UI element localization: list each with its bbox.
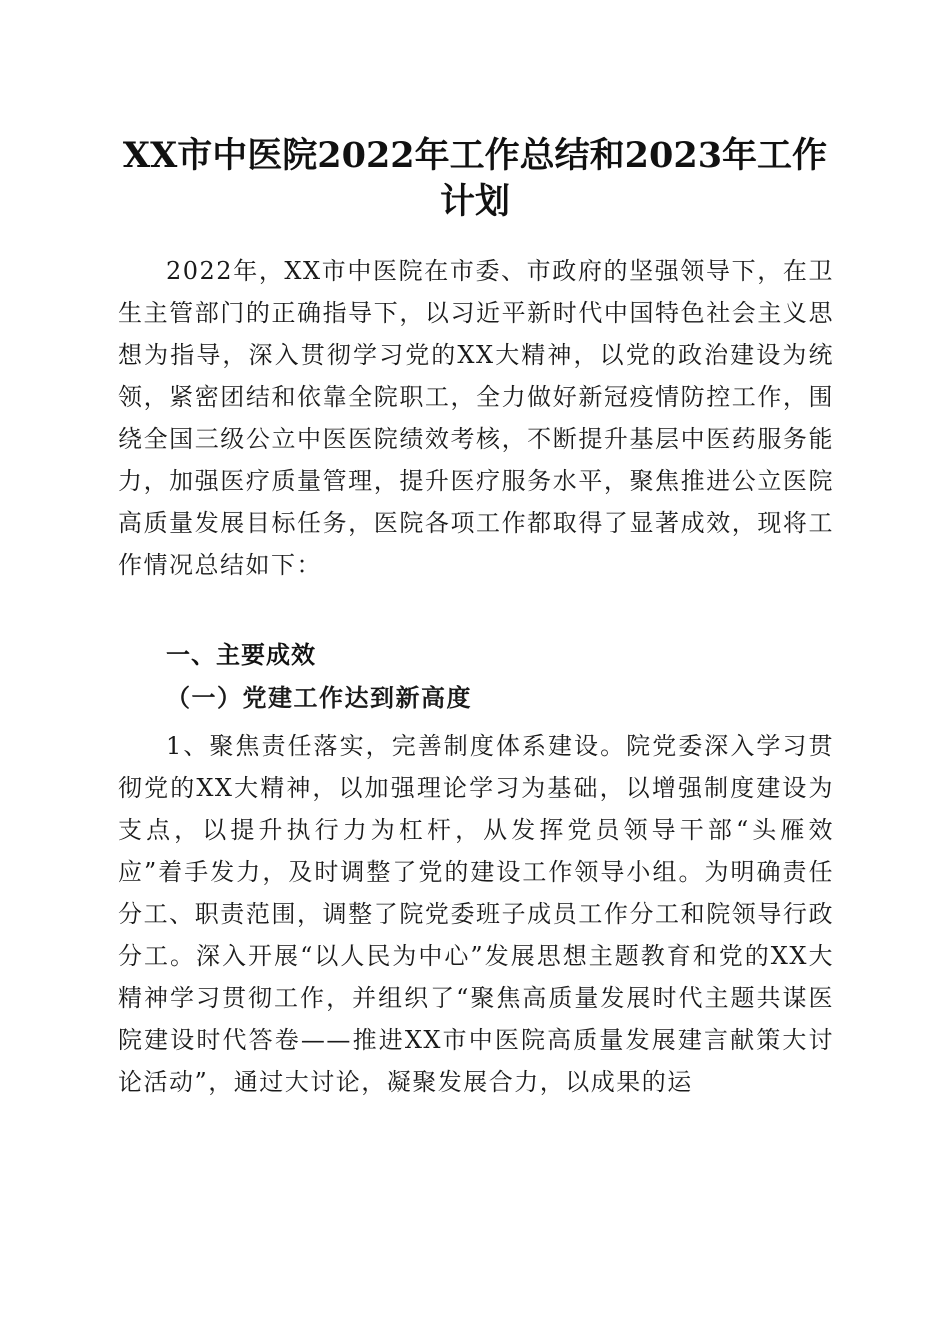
paragraph-block-1 xyxy=(118,725,834,1103)
document-title: XX市中医院2022年工作总结和2023年工作计划 xyxy=(122,135,828,222)
subsection-heading: （一）党建工作达到新高度 xyxy=(166,683,472,712)
section-heading: 一、主要成效 xyxy=(166,641,316,669)
intro-paragraph-block xyxy=(118,250,834,586)
paragraph-1: 1、聚焦责任落实，完善制度体系建设。院党委深入学习贯彻党的XX大精神，以加强理论学习为基础，以增强制度建设为支点，以提升执行力为杠杆，从发挥党员领导干部“头雁效应”着手发力，及时调整了党的建设工作领导小组。为明确责任分工、职责范围，调整了院党委班子成员工作分工和院领导行政分工。深入开展“以人民为中心”发展思想主题教育和党的XX大精神学习贯彻工作，并组织了“聚焦高质量发展时代主题共谋医院建设时代答卷——推进XX市中医院高质量发展建言献策大讨论活动”，通过大讨论，凝聚发展合力，以成果的运 xyxy=(118,732,834,1096)
intro-paragraph: 2022年，XX市中医院在市委、市政府的坚强领导下，在卫生主管部门的正确指导下，以习近平新时代中国特色社会主义思想为指导，深入贯彻学习党的XX大精神，以党的政治建设为统领，紧密团结和依靠全院职工，全力做好新冠疫情防控工作，围绕全国三级公立中医医院绩效考核，不断提升基层中医药服务能力，加强医疗质量管理，提升医疗服务水平，聚焦推进公立医院高质量发展目标任务，医院各项工作都取得了显著成效，现将工作情况总结如下： xyxy=(118,257,834,579)
